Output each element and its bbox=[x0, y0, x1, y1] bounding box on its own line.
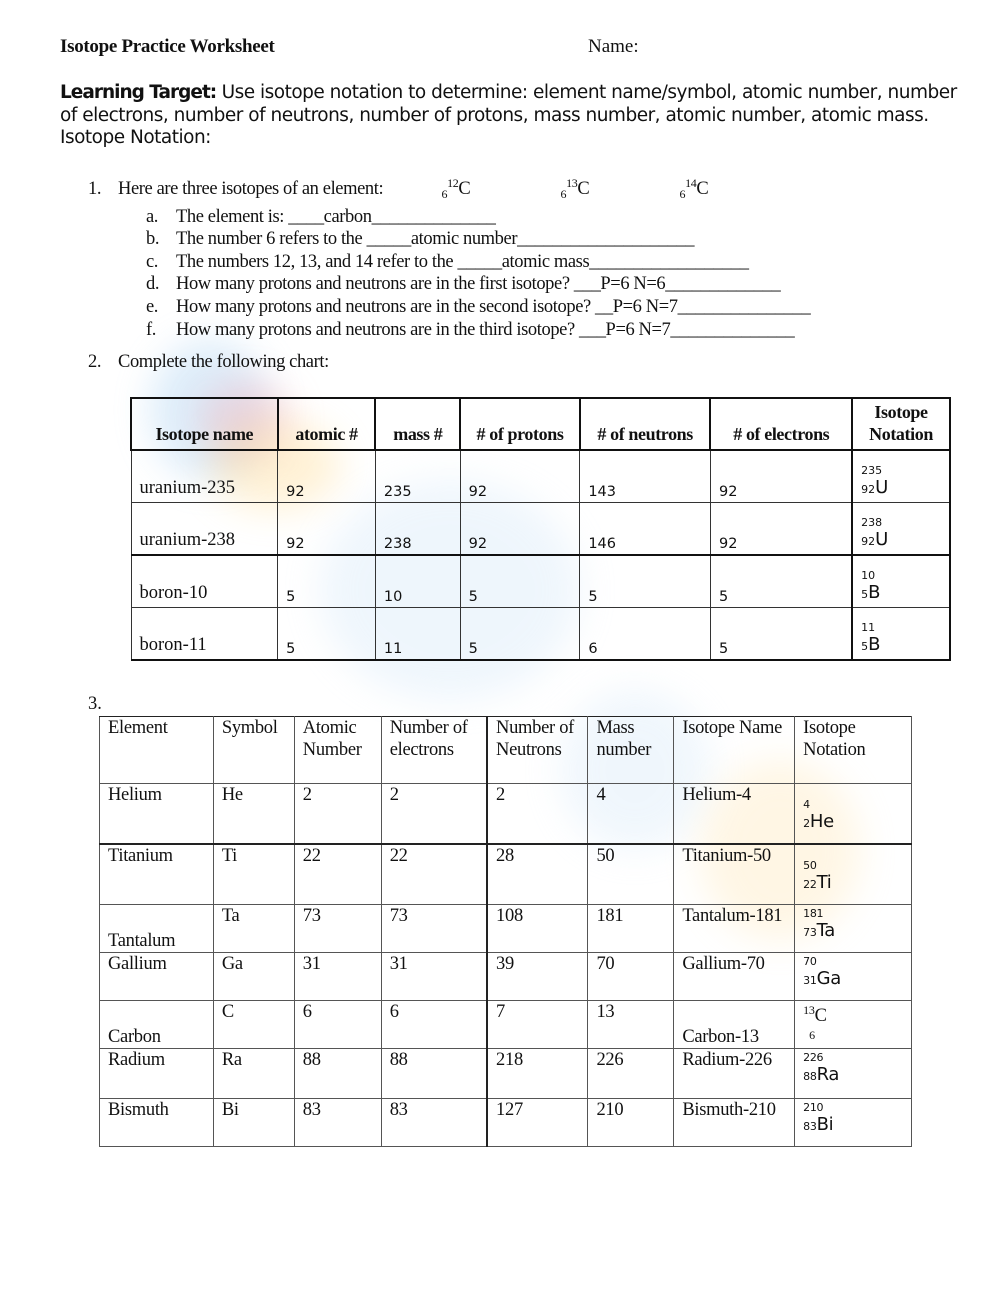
cell-notation[interactable]: 70 31Ga bbox=[795, 953, 912, 1001]
cell-mass[interactable]: 11 bbox=[375, 608, 460, 661]
cell-neutrons[interactable]: 7 bbox=[487, 1001, 588, 1049]
table-header-row bbox=[100, 717, 912, 784]
cell-protons[interactable]: 5 bbox=[460, 555, 580, 608]
question-number: 2. bbox=[88, 352, 102, 372]
cell-neutrons[interactable]: 39 bbox=[487, 953, 588, 1001]
question-prompt: Here are three isotopes of an element: bbox=[118, 179, 384, 199]
table-row bbox=[100, 905, 912, 953]
cell-neutrons[interactable]: 146 bbox=[580, 503, 711, 556]
answer-line[interactable]: How many protons and neutrons are in the third isotope? ___P=6 N=7______________ bbox=[176, 319, 795, 340]
column-header: Element bbox=[100, 717, 214, 784]
cell-mass[interactable]: 70 bbox=[588, 953, 674, 1001]
isotope-symbol: $_6^{12}$C bbox=[441, 176, 471, 201]
table-row bbox=[100, 1099, 912, 1147]
cell-isotope-name[interactable]: Titanium-50 bbox=[674, 844, 795, 905]
cell-mass[interactable]: 10 bbox=[375, 555, 460, 608]
cell-isotope-name[interactable]: uranium-235 bbox=[131, 450, 278, 503]
table-row bbox=[131, 555, 950, 608]
column-header: Number of electrons bbox=[381, 717, 487, 784]
cell-protons[interactable]: 92 bbox=[460, 503, 580, 556]
cell-element[interactable]: Titanium bbox=[100, 844, 214, 905]
column-header: Atomic Number bbox=[294, 717, 381, 784]
cell-mass[interactable]: 13 bbox=[588, 1001, 674, 1049]
cell-atomic[interactable]: 31 bbox=[294, 953, 381, 1001]
cell-neutrons[interactable]: 2 bbox=[487, 784, 588, 845]
sub-question: b. The number 6 refers to the _____atomic number____________________ bbox=[146, 229, 695, 250]
cell-electrons[interactable]: 83 bbox=[381, 1099, 487, 1147]
worksheet-title: Isotope Practice Worksheet bbox=[60, 36, 275, 57]
column-header: Isotope name bbox=[131, 398, 278, 450]
cell-atomic[interactable]: 6 bbox=[294, 1001, 381, 1049]
cell-notation[interactable]: 4 2He bbox=[795, 784, 912, 845]
cell-atomic[interactable]: 5 bbox=[278, 555, 376, 608]
column-header: Isotope Notation bbox=[795, 717, 912, 784]
cell-electrons[interactable]: 2 bbox=[381, 784, 487, 845]
cell-symbol[interactable]: Ra bbox=[213, 1049, 294, 1099]
table-row bbox=[100, 953, 912, 1001]
cell-notation[interactable]: 181 73Ta bbox=[795, 905, 912, 953]
sub-question: d. How many protons and neutrons are in the first isotope? ___P=6 N=6_____________ bbox=[146, 274, 781, 295]
cell-isotope-name[interactable]: Carbon-13 bbox=[674, 1001, 795, 1049]
answer-line[interactable]: The numbers 12, 13, and 14 refer to the _____atomic mass__________________ bbox=[176, 251, 749, 272]
cell-mass[interactable]: 226 bbox=[588, 1049, 674, 1099]
cell-mass[interactable]: 181 bbox=[588, 905, 674, 953]
table-row bbox=[100, 1001, 912, 1049]
table-row bbox=[131, 450, 950, 503]
column-header: # of protons bbox=[460, 398, 580, 450]
cell-notation[interactable]: 238 92U bbox=[852, 503, 950, 556]
cell-electrons[interactable]: 73 bbox=[381, 905, 487, 953]
element-table bbox=[99, 716, 912, 1147]
cell-electrons[interactable]: 31 bbox=[381, 953, 487, 1001]
cell-electrons[interactable]: 22 bbox=[381, 844, 487, 905]
isotope-notation-label: Isotope Notation: bbox=[60, 127, 211, 148]
cell-symbol[interactable]: C bbox=[213, 1001, 294, 1049]
column-header: Symbol bbox=[213, 717, 294, 784]
table-row bbox=[131, 503, 950, 556]
question-prompt: Complete the following chart: bbox=[118, 352, 329, 372]
cell-atomic[interactable]: 92 bbox=[278, 503, 376, 556]
cell-electrons[interactable]: 92 bbox=[710, 503, 852, 556]
cell-symbol[interactable]: Ga bbox=[213, 953, 294, 1001]
isotope-symbol: $_6^{13}$C bbox=[560, 176, 590, 201]
cell-neutrons[interactable]: 127 bbox=[487, 1099, 588, 1147]
cell-electrons[interactable]: 92 bbox=[710, 450, 852, 503]
cell-isotope-name[interactable]: Bismuth-210 bbox=[674, 1099, 795, 1147]
cell-electrons[interactable]: 88 bbox=[381, 1049, 487, 1099]
cell-notation[interactable]: 226 88Ra bbox=[795, 1049, 912, 1099]
cell-atomic[interactable]: 83 bbox=[294, 1099, 381, 1147]
table-row bbox=[100, 844, 912, 905]
cell-isotope-name[interactable]: Gallium-70 bbox=[674, 953, 795, 1001]
cell-element[interactable]: Carbon bbox=[100, 1001, 214, 1049]
cell-atomic[interactable]: 2 bbox=[294, 784, 381, 845]
cell-isotope-name[interactable]: boron-10 bbox=[131, 555, 278, 608]
cell-symbol[interactable]: Ti bbox=[213, 844, 294, 905]
cell-symbol[interactable]: Ta bbox=[213, 905, 294, 953]
question-1 bbox=[88, 172, 810, 341]
learning-target bbox=[60, 82, 960, 150]
table-row bbox=[100, 1049, 912, 1099]
cell-mass[interactable]: 4 bbox=[588, 784, 674, 845]
cell-atomic[interactable]: 92 bbox=[278, 450, 376, 503]
answer-line[interactable]: How many protons and neutrons are in the second isotope? __P=6 N=7_______________ bbox=[176, 296, 811, 317]
table-row bbox=[131, 608, 950, 661]
cell-atomic[interactable]: 73 bbox=[294, 905, 381, 953]
cell-notation[interactable]: $^{13}$C 6 bbox=[795, 1001, 912, 1049]
column-header: # of electrons bbox=[710, 398, 852, 450]
cell-mass[interactable]: 50 bbox=[588, 844, 674, 905]
cell-neutrons[interactable]: 108 bbox=[487, 905, 588, 953]
cell-isotope-name[interactable]: Helium-4 bbox=[674, 784, 795, 845]
cell-isotope-name[interactable]: Radium-226 bbox=[674, 1049, 795, 1099]
cell-notation[interactable]: 50 22Ti bbox=[795, 844, 912, 905]
column-header: Number of Neutrons bbox=[487, 717, 588, 784]
learning-target-text: Use isotope notation to determine: element name/symbol, atomic number, number of electrons, number of neutrons, number of protons, mass number, atomic number, atomic mass. bbox=[60, 82, 957, 126]
cell-neutrons[interactable]: 6 bbox=[580, 608, 711, 661]
column-header: Mass number bbox=[588, 717, 674, 784]
answer-line[interactable]: The element is: ____carbon______________ bbox=[176, 206, 496, 227]
column-header: atomic # bbox=[278, 398, 376, 450]
sub-question: f. How many protons and neutrons are in the third isotope? ___P=6 N=7______________ bbox=[146, 319, 795, 340]
cell-element[interactable]: Bismuth bbox=[100, 1099, 214, 1147]
sub-question: a. The element is: ____carbon______________ bbox=[146, 206, 496, 227]
cell-atomic[interactable]: 5 bbox=[278, 608, 376, 661]
cell-notation[interactable]: 11 5B bbox=[852, 608, 950, 661]
question-number: 1. bbox=[88, 179, 102, 199]
sub-question: e. How many protons and neutrons are in the second isotope? __P=6 N=7_______________ bbox=[146, 296, 811, 317]
cell-neutrons[interactable]: 5 bbox=[580, 555, 711, 608]
answer-line[interactable]: The number 6 refers to the _____atomic number____________________ bbox=[176, 229, 695, 250]
isotope-symbol: $_6^{14}$C bbox=[679, 176, 709, 201]
cell-atomic[interactable]: 22 bbox=[294, 844, 381, 905]
table-header-row bbox=[131, 398, 950, 450]
question-3-number: 3. bbox=[88, 694, 102, 714]
cell-element[interactable]: Radium bbox=[100, 1049, 214, 1099]
column-header: Isotope Name bbox=[674, 717, 795, 784]
cell-notation[interactable]: 10 5B bbox=[852, 555, 950, 608]
cell-element[interactable]: Gallium bbox=[100, 953, 214, 1001]
column-header: mass # bbox=[375, 398, 460, 450]
cell-atomic[interactable]: 88 bbox=[294, 1049, 381, 1099]
cell-isotope-name[interactable]: boron-11 bbox=[131, 608, 278, 661]
cell-isotope-name[interactable]: uranium-238 bbox=[131, 503, 278, 556]
cell-mass[interactable]: 238 bbox=[375, 503, 460, 556]
cell-electrons[interactable]: 6 bbox=[381, 1001, 487, 1049]
isotope-chart bbox=[130, 397, 951, 661]
column-header: # of neutrons bbox=[580, 398, 711, 450]
learning-target-label: Learning Target: bbox=[60, 82, 217, 103]
cell-mass[interactable]: 235 bbox=[375, 450, 460, 503]
question-2 bbox=[88, 352, 329, 373]
cell-notation[interactable]: 210 83Bi bbox=[795, 1099, 912, 1147]
cell-notation[interactable]: 235 92U bbox=[852, 450, 950, 503]
cell-element[interactable]: Tantalum bbox=[100, 905, 214, 953]
table-row bbox=[100, 784, 912, 845]
cell-electrons[interactable]: 5 bbox=[710, 555, 852, 608]
cell-symbol[interactable]: He bbox=[213, 784, 294, 845]
cell-element[interactable]: Helium bbox=[100, 784, 214, 845]
sub-question: c. The numbers 12, 13, and 14 refer to the _____atomic mass__________________ bbox=[146, 251, 749, 272]
cell-protons[interactable]: 5 bbox=[460, 608, 580, 661]
cell-electrons[interactable]: 5 bbox=[710, 608, 852, 661]
cell-neutrons[interactable]: 218 bbox=[487, 1049, 588, 1099]
cell-isotope-name[interactable]: Tantalum-181 bbox=[674, 905, 795, 953]
name-label: Name: bbox=[588, 36, 639, 57]
answer-line[interactable]: How many protons and neutrons are in the first isotope? ___P=6 N=6_____________ bbox=[176, 274, 781, 295]
cell-mass[interactable]: 210 bbox=[588, 1099, 674, 1147]
column-header: Isotope Notation bbox=[852, 398, 950, 450]
cell-symbol[interactable]: Bi bbox=[213, 1099, 294, 1147]
cell-protons[interactable]: 92 bbox=[460, 450, 580, 503]
cell-neutrons[interactable]: 28 bbox=[487, 844, 588, 905]
cell-neutrons[interactable]: 143 bbox=[580, 450, 711, 503]
